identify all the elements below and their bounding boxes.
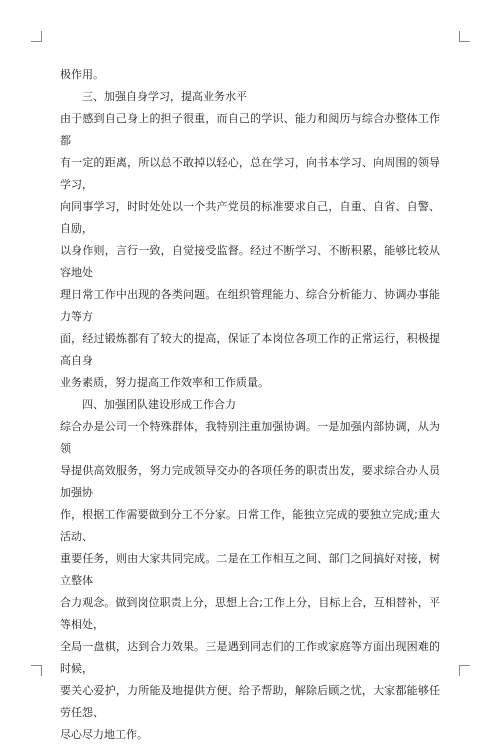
continuation-paragraph: 极作用。	[60, 68, 104, 81]
section-heading-3: 三、加强自身学习，提高业务水平	[82, 90, 247, 103]
page-corner-mark-top-right	[459, 31, 470, 42]
document-body	[60, 64, 440, 746]
section-heading-4: 四、加强团队建设形成工作合力	[82, 398, 236, 411]
section-4-paragraph: 综合办是公司一个特殊群体，我特别注重加强协调。一是加强内部协调，从为领 导提供高效服务，努力完成领导交办的各项任务的职责出发，要求综合办人员加强协 作，根据工作需要做到分工不分家。日常工作，能独立完成的要独立完成;重大活动、 重要任务，则由大家共同完成。二是在工作相互之间、部门之间搞好对接，树立整体 合力观念。做到岗位职责上分，思想上合;工作上分，目标上合，互相替补，平等相处， 全局一盘棋，达到合力效果。三是遇到同志们的工作或家庭等方面出现困难的时候， 要关心爱护，力所能及地提供方便、给予帮助，解除后顾之忧，大家都能够任劳任怨、 尽心尽力地工作。	[60, 420, 440, 741]
page-corner-mark-top-left	[31, 31, 42, 42]
page-corner-mark-bottom-left	[31, 665, 42, 676]
page-corner-mark-bottom-right	[459, 665, 470, 676]
section-3-paragraph: 由于感到自己身上的担子很重，而自己的学识、能力和阅历与综合办整体工作都 有一定的距离，所以总不敢掉以轻心，总在学习，向书本学习、向周围的领导学习， 向同事学习，时时处处以一个共产党员的标准要求自己，自重、自省、自警、自励， 以身作则，言行一致，自觉接受监督。经过不断学习、不断积累，能够比较从容地处 理日常工作中出现的各类问题。在组织管理能力、综合分析能力、协调办事能力等方 面，经过锻炼都有了较大的提高，保证了本岗位各项工作的正常运行，积极提高自身 业务素质，努力提高工作效率和工作质量。	[60, 112, 440, 389]
